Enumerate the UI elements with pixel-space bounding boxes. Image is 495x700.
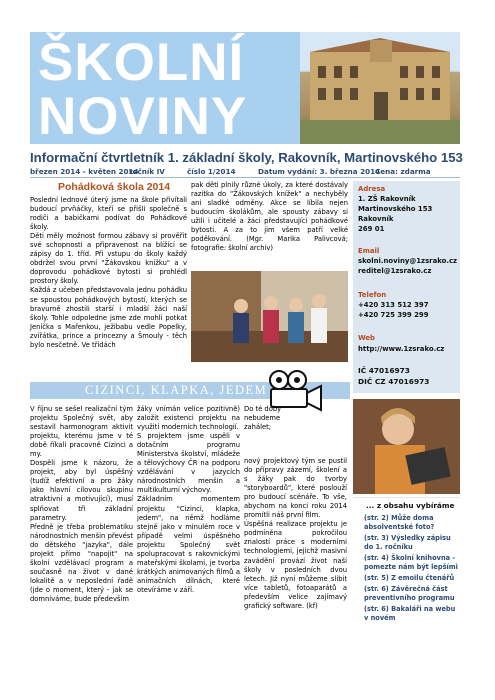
address-line: Rakovník (358, 215, 394, 223)
vat-id: DIČ CZ 47016973 (358, 377, 430, 386)
contents-item[interactable]: (str. 5) Z emoilu čtenářů (364, 574, 455, 582)
article-column (191, 181, 348, 253)
issue-number: číslo 1/2014 (187, 167, 236, 176)
contents-box (353, 497, 460, 675)
paragraph: Každá z učeben představovala jednu pohádku se spoustou pohádkových bytostí, kterých se bravurně zhostili starší i mladší žáci naší školy. Tohle odpoledne jsme zde mohli potkat Jeníčka s Mařenkou, ježibabu vedle Popelky, zvířátka, prince a princezny a Šmouly - těch bylo nesčetně. Ve třídách (30, 286, 187, 349)
paragraph: Úspěšná realizace projektu je podmíněna pokročilou znalostí práce s moderními technologiemi, jejichž masivní zavádění provází život naší školy v posledních dvou letech. Již nyní můžeme slibit více tabletů, fotoaparátů a především velice zajímavý grafický software. (kf) (244, 520, 347, 610)
phone-number: +420 313 512 397 (358, 301, 429, 309)
issue-date: Datum vydání: 3. března 2014 (258, 167, 381, 176)
issue-volume: ročník IV (129, 167, 165, 176)
classroom-illustration (191, 271, 348, 362)
paragraph: Předně je třeba problematiku národnostních menšin převést do dětského "jazyka", dále projekt přímo "napojit" na školní vzdělávací program a současně na život v dané lokalitě a v neposlední řadě (jde o moment, který - jak se domníváme, bude především (30, 522, 133, 603)
company-id: IČ 47016973 (358, 366, 410, 375)
masthead-title-line1: ŠKOLNÍ (38, 33, 245, 92)
contents-item[interactable]: (str. 6) Závěrečná část preventivního programu (364, 585, 455, 602)
paragraph: Poslední lednové úterý jsme na škole přivítali budoucí prvňáčky, kteří se přišli společně s rodiči a babičkami podívat do Pohádkové školy. (30, 196, 187, 232)
issue-period: březen 2014 - květen 2014 (30, 167, 139, 176)
article-column (30, 196, 187, 350)
article-title: Pohádková škola 2014 (58, 181, 171, 193)
article-column (137, 405, 240, 595)
article-column (30, 405, 133, 604)
paragraph: nový projektový tým se pustil do přípravy zázemí, školení a s žáky pak do tvorby "storyboardů", které poslouží pro budoucí scénáře. To vše, abychom na konci roku 2014 promítli náš první film. (244, 457, 347, 520)
contents-item[interactable]: (str. 3) Výsledky zápisu do 1. ročníku (364, 534, 451, 551)
web-label: Web (358, 334, 375, 342)
issue-info (30, 167, 470, 176)
paragraph: Děti měly možnost formou zábavy si prověřit své schopnosti a připravenost na blížící se zápisy do 1. tříd. Při vstupu do školy každý obdržel svou první "Žákovskou knížku" a v doprovodu pohádkové bytosti si prohlédl prostory školy. (30, 232, 187, 286)
email-link[interactable]: reditel@1zsrako.cz (358, 267, 432, 275)
child-illustration (353, 399, 460, 494)
paragraph: V říjnu se sešel realizační tým projektu Společný svět, aby sestavil harmonogram aktivit projektu, kterému jsme v té době říkali pracovně Cizinci a my. (30, 405, 133, 459)
masthead (30, 32, 300, 144)
paragraph: Dospěli jsme k názoru, že projekt, aby byl úspěšný (tudíž efektivní a pro žáky jako hlavní cílovou skupinu atraktivní a motivující), musí splňovat tři základní parametry. (30, 459, 133, 522)
phone-label: Telefon (358, 291, 387, 299)
contents-item[interactable]: (str. 2) Může doma absolventské foto? (364, 514, 435, 531)
web-link[interactable]: http://www.1zsrako.cz (358, 345, 445, 353)
contact-sidebar (353, 181, 460, 393)
paragraph: Základním momentem projektu "Cizinci, klapka, jedem", na němž hodláme stejně jako v minulém roce v případě velmi úspěšného projektu Společný svět spolupracovat s rakovnickými mateřskými školami, je tvorba krátkých animovaných filmů a animačních dílnách, které otevíráme v září. (137, 495, 240, 594)
address-label: Adresa (358, 185, 386, 193)
address-line: 269 01 (358, 225, 385, 233)
paragraph: pak děti plnily různé úkoly, za které dostávaly razítka do "Žákovských knížek" a nechyběly ani sladké odměny. Akce se líbila nejen budoucím školákům, ale spousty zábavy si užili i učitelé a žáci představující pohádkové bytosti. A za to jim všem patří velké poděkování. (Mgr. Marika Palivcová; fotografie: školní archiv) (191, 181, 348, 253)
issue-price: Cena: zdarma (375, 167, 431, 176)
header-divider (30, 177, 460, 178)
address-line: 1. ZŠ Rakovník (358, 195, 416, 203)
banner-title: CIZINCI, KLAPKA, JEDEM (85, 383, 268, 397)
school-building-illustration (300, 32, 460, 144)
contents-item[interactable]: (str. 4) Školní knihovna - pomezte nám být lepšími (364, 554, 458, 571)
paragraph: žáky vnímán velice pozitivně) založit existenci projektu na využití moderních technologií. (137, 405, 240, 432)
contents-list (364, 514, 460, 625)
paragraph-lead: Do té doby nebudeme zahálet; (244, 405, 282, 432)
paragraph: S projektem jsme uspěli v dotačním programu Ministerstva školství, mládeže a tělovýchovy ČR na podporu vzdělávání v jazycích národnostních menšin a multikulturní výchovy. (137, 432, 240, 495)
masthead-title-line2: NOVINY (38, 87, 248, 146)
newspaper-subtitle: Informační čtvrtletník 1. základní školy, Rakovník, Martinovského 153 (30, 150, 463, 165)
child-tablet-photo (353, 399, 460, 494)
email-label: Email (358, 247, 380, 255)
article-column (244, 457, 347, 611)
address-line: Martinovského 153 (358, 205, 433, 213)
school-building-photo (300, 32, 460, 144)
classroom-photo (191, 271, 348, 362)
email-link[interactable]: skolni.noviny@1zsrako.cz (358, 257, 458, 265)
phone-number: +420 725 399 299 (358, 311, 429, 319)
contents-title: ... z obsahu vybíráme (366, 501, 455, 510)
contents-item[interactable]: (str. 6) Bakaláři na webu v novém (364, 605, 456, 622)
